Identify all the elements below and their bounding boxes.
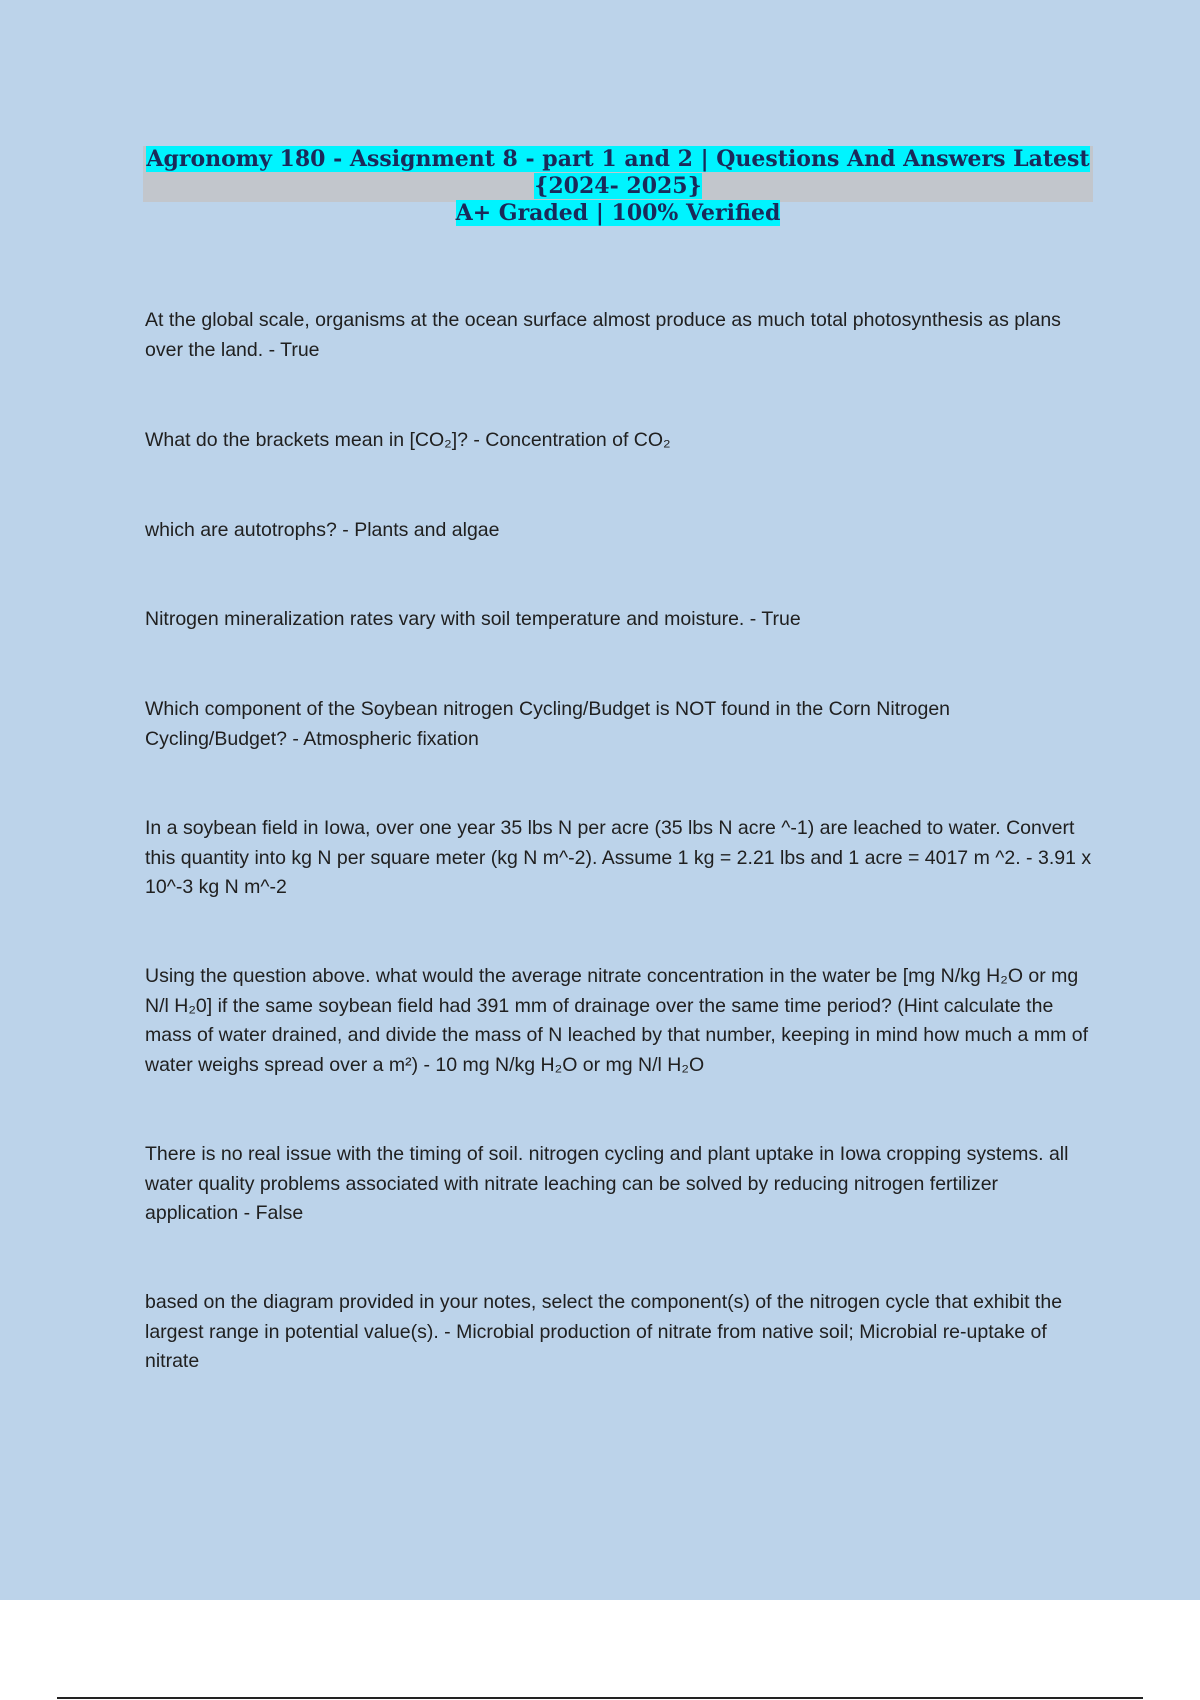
qa-item-7: Using the question above. what would the average nitrate concentration in the water be [mg N/kg H₂O or mg N/l H₂0] if the same soybean field had 391 mm of drainage over the same time period? (Hint calculate the mass of water drained, and divide the mass of N leached by that number, keeping in mind how much a mm of water weighs spread over a m²) - 10 mg N/kg H₂O or mg N/l H₂O [145,965,1088,1076]
document-title [143,146,1093,226]
qa-item-8: There is no real issue with the timing of soil. nitrogen cycling and plant uptake in Iowa cropping systems. all water quality problems associated with nitrate leaching can be solved by reducing nitrogen fertilizer application - False [145,1143,1069,1224]
title-line-2: A+ Graded | 100% Verified [455,200,781,226]
qa-item-9: based on the diagram provided in your notes, select the component(s) of the nitrogen cycle that exhibit the largest range in potential value(s). - Microbial production of nitrate from native soil; Microbial re-uptake of nitrate [145,1291,1063,1372]
qa-item-2: What do the brackets mean in [CO₂]? - Concentration of CO₂ [145,429,671,451]
qa-item-5: Which component of the Soybean nitrogen Cycling/Budget is NOT found in the Corn Nitrogen Cycling/Budget? - Atmospheric fixation [145,698,951,750]
qa-item-1: At the global scale, organisms at the ocean surface almost produce as much total photosynthesis as plans over the land. - True [145,309,1061,361]
qa-item-3: which are autotrophs? - Plants and algae [145,519,500,541]
footer-divider [57,1697,1143,1699]
qa-item-6: In a soybean field in Iowa, over one year 35 lbs N per acre (35 lbs N acre ^-1) are leached to water. Convert this quantity into kg N per square meter (kg N m^-2). Assume 1 kg = 2.21 lbs and 1 acre = 4017 m ^2. - 3.91 x 10^-3 kg N m^-2 [145,817,1092,898]
qa-item-4: Nitrogen mineralization rates vary with soil temperature and moisture. - True [145,608,801,630]
title-line-1: Agronomy 180 - Assignment 8 - part 1 and 2 | Questions And Answers Latest {2024- 2025} [146,146,1090,199]
